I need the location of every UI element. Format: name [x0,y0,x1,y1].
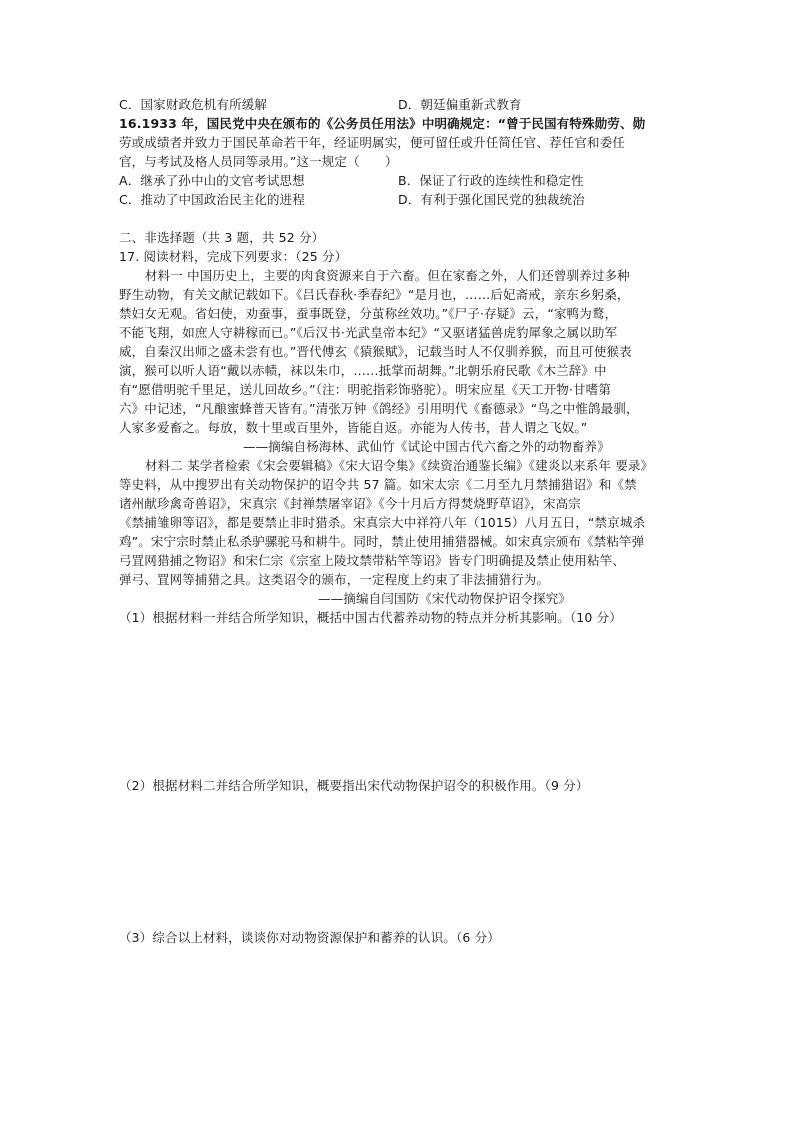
material-1-line: 野生动物，有关文献记载如下。《吕氏春秋·季春纪》“是月也，……后妃斋戒，亲东乡躬桑， [119,287,630,302]
material-1-line: 禁妇女无观。省妇使，劝蚕事，蚕事既登，分茧称丝效功。”《尸子·存疑》云，“家鸭为鹜， [119,306,618,321]
section-heading: 二、非选择题（共 3 题，共 52 分） [119,230,325,245]
sub-question-1: （1）根据材料一并结合所学知识，概括中国古代蓄养动物的特点并分析其影响。（10 分） [119,610,622,625]
q16-option-d: D．有利于强化国民党的独裁统治 [398,192,585,207]
material-2-line: 《禁捕雏卵等诏》，都是要禁止非时猎杀。宋真宗大中祥符八年（1015）八月五日，“禁京城杀 [119,515,646,530]
material-1-source: ——摘编自杨海林、武仙竹《试论中国古代六畜之外的动物畜养》 [243,439,610,454]
material-1-line: 材料一 中国历史上，主要的肉食资源来自于六畜。但在家畜之外，人们还曾驯养过多种 [145,268,630,283]
material-2-line: 鸡”。宋宁宗时禁止私杀驴骡驼马和耕牛。同时，禁止使用捕猎器械。如宋真宗颁布《禁粘竿弹 [119,534,645,549]
sub-question-3: （3）综合以上材料，谈谈你对动物资源保护和蓄养的认识。（6 分） [119,930,500,945]
material-1-line: 人家多爱畜之。每放，数十里或百里外，皆能自返。亦能为人传书，昔人谓之飞奴。” [119,420,588,435]
sub-question-2: （2）根据材料二并结合所学知识，概要指出宋代动物保护诏令的积极作用。（9 分） [119,778,589,793]
material-1-line: 演，猴可以听人语“戴以赤帻，袜以朱巾，……抵掌而胡舞。”北朝乐府民歌《木兰辞》中 [119,363,607,378]
q16-stem-line-1 [119,114,645,133]
q15-option-d: D．朝廷偏重新式教育 [398,97,522,112]
q15-option-c: C．国家财政危机有所缓解 [119,97,268,112]
material-1-line: 六》中记述，“凡酿蜜蜂普天皆有。”清张万钟《鸽经》引用明代《畜德录》“鸟之中惟鸽最驯， [119,401,639,416]
material-1-line: 不能飞翔，如庶人守耕稼而已。”《后汉书·光武皇帝本纪》“又驱诸猛兽虎豹犀象之属以助军 [119,325,618,340]
q16-stem-line-2: 劳或成绩者并致力于国民革命若干年，经证明属实，便可留任或升任简任官、荐任官和委任 [119,135,626,150]
material-2-line: 弓罝网猎捕之物诏》和宋仁宗《宗室上陵坟禁带粘竿等诏》皆专门明确提及禁止使用粘竿、 [119,553,626,568]
q17-intro: 17. 阅读材料，完成下列要求：（25 分） [119,249,348,264]
material-2-source: ——摘编自闫国防《宋代动物保护诏令探究》 [318,591,572,606]
q16-stem-line-3: 官，与考试及格人员同等录用。”这一规定（ ） [119,154,398,169]
material-2-line: 弹弓、罝网等捕猎之具。这类诏令的颁布，一定程度上约束了非法捕猎行为。 [119,572,550,587]
q16-option-c: C．推动了中国政治民主化的进程 [119,192,305,207]
material-2-line: 诸州献珍禽奇兽诏》，宋真宗《封禅禁屠宰诏》《今十月后方得焚烧野草诏》，宋高宗 [119,496,581,511]
material-2-line: 材料二 某学者检索《宋会要辑稿》《宋大诏令集》《续资治通鉴长编》《建炎以来系年 要录》 [145,458,654,473]
material-1-line: 威，自秦汉出师之盛未尝有也。”晋代傅玄《猿猴赋》，记载当时人不仅驯养猴，而且可使猴表 [119,344,632,359]
q16-option-b: B．保证了行政的连续性和稳定性 [398,173,584,188]
q16-stem-text-1: 16.1933 年，国民党中央在颁布的《公务员任用法》中明确规定：“曾于民国有特殊勋劳、勋 [119,116,646,131]
material-1-line: 有“愿借明驼千里足，送儿回故乡。”（注：明驼指彩饰骆驼）。明宋应星《天工开物·甘嗜第 [119,382,611,397]
q16-option-a: A．继承了孙中山的文官考试思想 [119,173,305,188]
material-2-line: 等史料，从中搜罗出有关动物保护的诏令共 57 篇。如宋太宗《二月至九月禁捕猎诏》和《禁 [119,477,637,492]
